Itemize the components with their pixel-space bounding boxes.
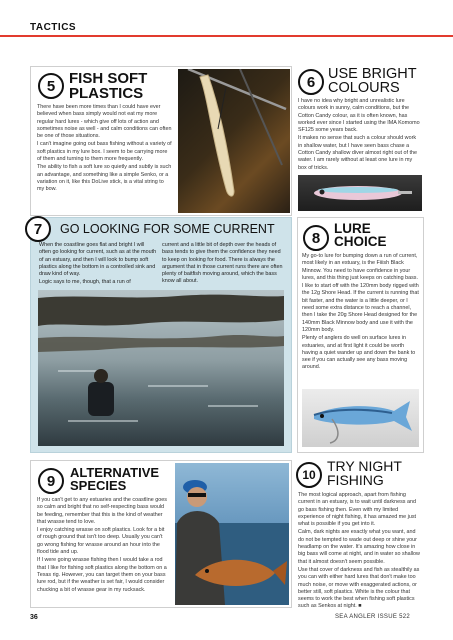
tip-8-para: My go-to lure for bumping down a run of current, most likely in an estuary, is the Fiiish Black Minnow. You need to have confidence in your lures, and this thing just keeps on catching bass. (302, 253, 418, 281)
tip-7-col1 (39, 242, 157, 288)
tip-6-title-line2: COLOURS (328, 80, 400, 97)
tip-10-title-line1: TRY NIGHT (327, 458, 402, 474)
wrasse-angler-image (175, 463, 289, 605)
tip-7-number: 7 (25, 216, 51, 242)
tip-8-para: Plenty of anglers do well on surface lures in estuaries, and at first light it could be worth having a quiet wander up and down the bank to see if you can actually see any bass moving around. (302, 335, 416, 371)
tip-5-para: There have been more times than I could have ever believed when bass simply would not eat my more regular hard lures - which give off lots of action and sometimes noise as well - and calm conditions can often be one of those situations. (37, 104, 172, 140)
tip-6-title (328, 67, 417, 95)
tip-9-body (37, 497, 170, 595)
tip-9-para: If you can't get to any estuaries and the coastline goes so calm and bright that no self-respecting bass would be feeding, remember that this is the kind of weather that wrasse tend to love. (37, 497, 167, 525)
estuary-angler-image (38, 290, 284, 446)
tip-9-title-line2: SPECIES (70, 477, 127, 493)
section-label: TACTICS (30, 22, 77, 33)
tip-10-para: Calm, dark nights are exactly what you want, and do not be tempted to wade out deep or shine your headlamp on the water. It's amazing how close in big bass will come at night, and in water so shallow that it almost doesn't seem possible. (298, 529, 420, 565)
tip-10-body (298, 492, 422, 612)
tip-10-title (327, 460, 402, 487)
tip-6-para: It makes no sense that such a colour should work in shallow water, but I have seen bass chase a Cotton Candy shallow diver almost right out of the water. I am rarely without at least one lure in my box of tricks. (298, 135, 417, 171)
tip-9-number: 9 (38, 468, 64, 494)
tip-7-col2 (162, 242, 286, 287)
tip-5-number: 5 (38, 73, 64, 99)
bright-lure-image (298, 175, 422, 211)
tip-9-para: If I were going wrasse fishing then I would take a rod that I like for fishing soft plastics along the bottom on a Texas rig. However, you can target them on your bass lure rod, but if the weather is set fair, I would consider chucking a bit of wrasse gear in my rucksack. (37, 557, 167, 593)
tip-7-para: Logic says to me, though, that a run of (39, 279, 131, 286)
tip-6-title-line1: USE BRIGHT (328, 66, 417, 82)
tip-9-title (70, 467, 159, 492)
tip-8-body (302, 253, 420, 373)
tip-8-number: 8 (303, 225, 329, 251)
tip-7-para: current and a little bit of depth over the heads of bass tends to give them the confidence they need to keep on looking for food. There is always the argument that in those current runs there are often plenty of baitfish moving around, which the bass know all about. (162, 242, 283, 285)
tip-7-title: GO LOOKING FOR SOME CURRENT (60, 222, 275, 236)
black-minnow-lure-image (302, 389, 419, 447)
tip-6-body (298, 98, 420, 173)
soft-plastic-lure-image (178, 69, 290, 213)
tip-7-para: When the coastline goes flat and bright I will often go looking for current, such as at the mouth of an estuary, and then I will look to bump soft plastics along the bottom in a controlled sink and draw kind of way. (39, 242, 157, 278)
tip-10-para: Use that cover of darkness and fish as stealthily as you can with either hard lures that don't make too much noise, or move with exaggerated actions, or better still, soft plastics. White is the colour that seems to work the best when fishing soft plastics such as Senkos at night. ■ (298, 566, 420, 610)
tip-6-para: I have no idea why bright and unrealistic lure colours work in sunny, calm conditions, but the Cotton Candy colour, as it is often known, has worked ever since I started using the IMA Komomo SF125 some years back. (298, 98, 420, 134)
tip-9-title-line1: ALTERNATIVE (70, 465, 160, 480)
tip-8-title-line2: CHOICE (334, 234, 387, 250)
header-rule (0, 35, 453, 37)
tip-8-title-line1: LURE (334, 221, 371, 236)
tip-8-para: I like to start off with the 120mm body rigged with the 12g Shore Head. If the current is running that bit faster, and the water is a little deeper, or I need some extra distance to reach a channel, then I take the 20g Shore Head designed for the 140mm Black Minnow body and use it with the 120mm body. (302, 283, 419, 333)
tip-5-title-line1: FISH SOFT (69, 70, 148, 87)
tip-5-para: The ability to fish a soft lure so quietly and subtly is such an advantage, and something like a simple Senko, or a variation on it, like this DoLive stick, is a vital string to my bow. (37, 164, 172, 193)
page-number: 36 (30, 614, 38, 621)
tip-9-para: I enjoy catching wrasse on soft plastics. Look for a bit of rough ground that isn't too deep. Usually you can't go wrong fishing for wrasse around an hour into the flood tide and up. (37, 527, 165, 556)
tip-6-number: 6 (298, 69, 324, 95)
tip-5-title-line2: PLASTICS (69, 84, 144, 102)
tip-8-title (334, 222, 387, 248)
tip-5-title (69, 72, 147, 101)
magazine-issue: SEA ANGLER ISSUE 522 (335, 614, 411, 620)
tip-10-para: The most logical approach, apart from fishing current in an estuary, is to wait until darkness and go bass fishing then. Even with my limited experience of night fishing, it has amazed me just what is possible if you get into it. (298, 492, 417, 528)
tip-10-title-line2: FISHING (327, 471, 384, 488)
tip-5-para: I can't imagine going out bass fishing without a variety of soft plastics in my lure box. I seem to be carrying more of them and turning to them more frequently. (37, 141, 172, 163)
tip-5-body (37, 104, 172, 195)
tip-10-number: 10 (296, 462, 322, 488)
